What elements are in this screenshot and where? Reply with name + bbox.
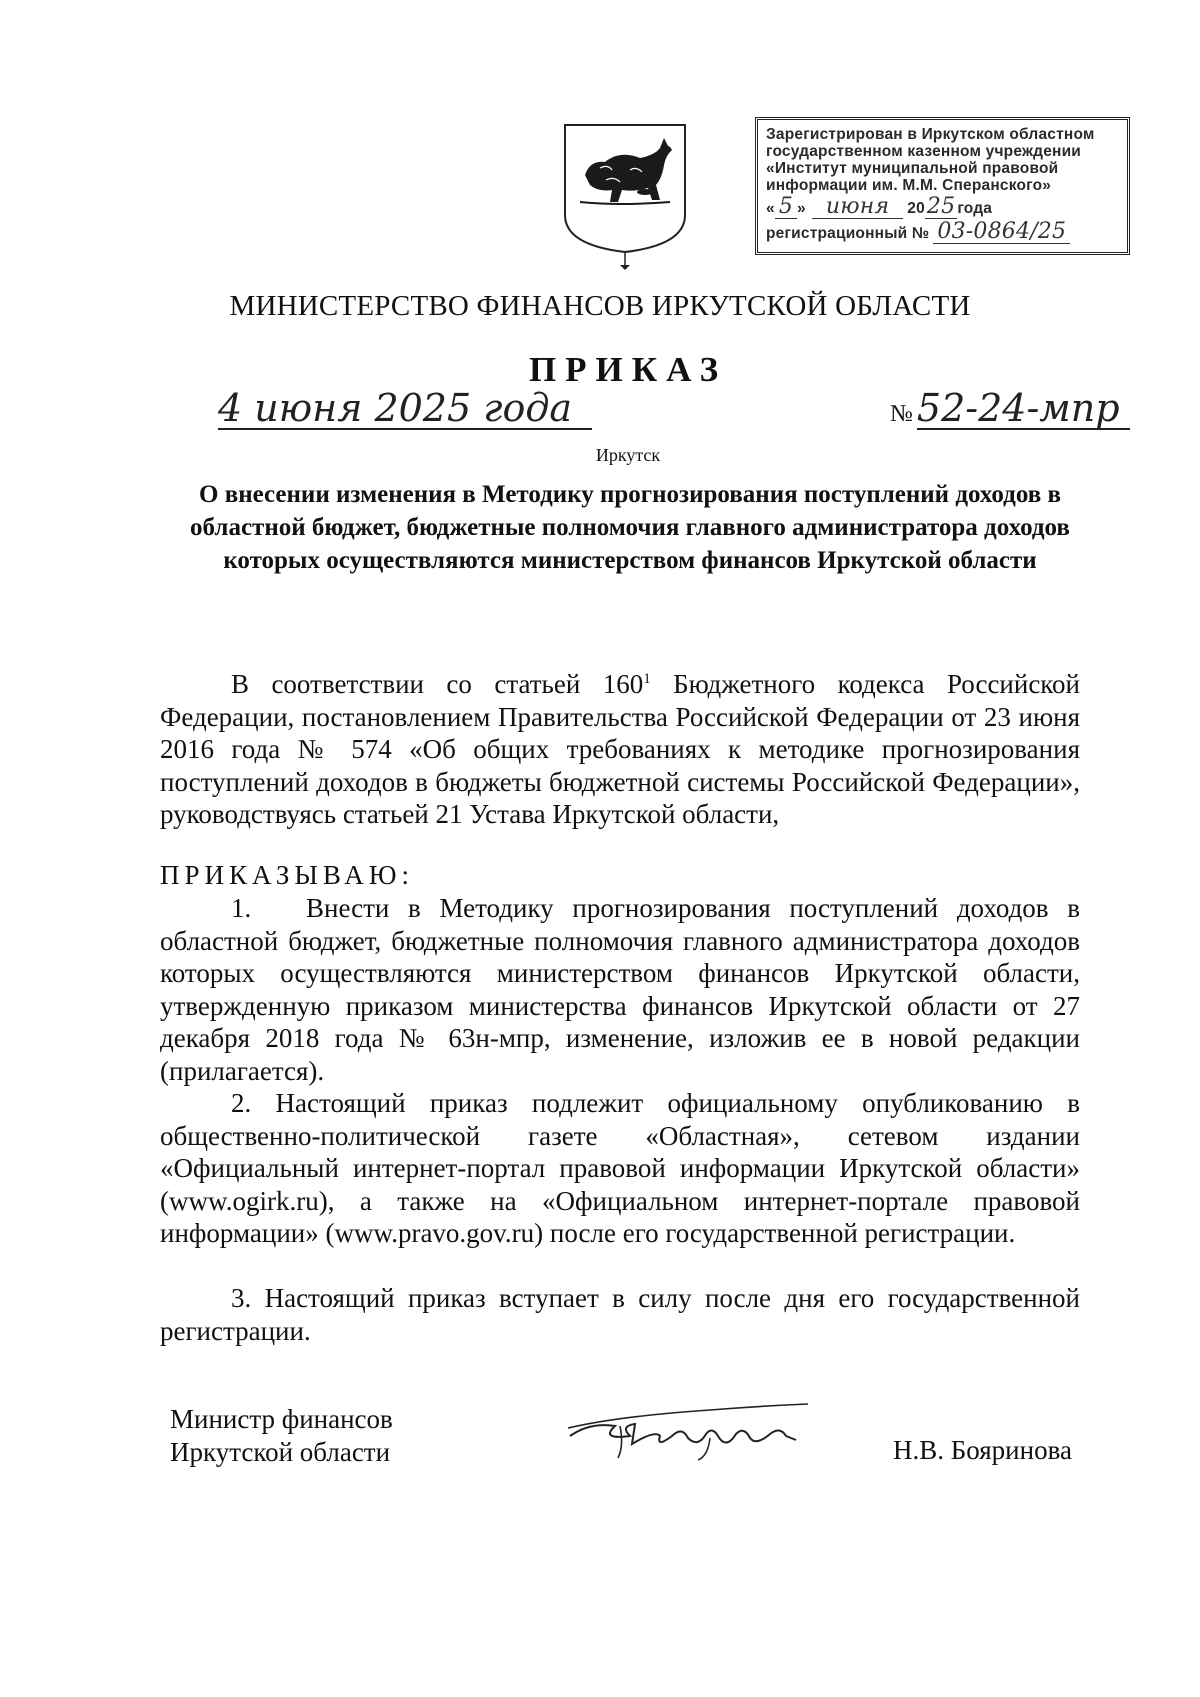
stamp-year-prefix: 20 [907, 200, 925, 217]
coat-of-arms-icon [560, 120, 690, 270]
order-item-2: 2. Настоящий приказ подлежит официальному опубликованию в общественно-политической газете «Областная», сетевом издании «Официальный интернет-портал правовой информации Иркутской области» (www.ogirk.ru), а также на «Официальном интернет-портале правовой информации» (www.pravo.gov.ru) после его государственной регистрации. [160, 1088, 1080, 1248]
stamp-line: «Институт муниципальной правовой [766, 160, 1059, 177]
order-number [890, 388, 1130, 430]
stamp-open-quote: « [766, 200, 775, 217]
order-item-3: 3. Настоящий приказ вступает в силу после дня его государственной регистрации. [160, 1283, 1080, 1346]
registration-stamp [755, 117, 1130, 255]
stamp-date-row [766, 196, 1119, 219]
stamp-line: Зарегистрирован в Иркутском областном [766, 126, 1095, 143]
city: Иркутск [595, 445, 661, 465]
preamble-text-start: В соответствии со статьей 160 [231, 669, 644, 699]
signatory-title-line: Министр финансов [170, 1404, 393, 1434]
preamble-paragraph [160, 663, 1080, 831]
signatory-title [170, 1403, 393, 1469]
document-title: ПРИКАЗ [528, 350, 728, 389]
stamp-line: государственном казенном учреждении [766, 143, 1082, 160]
stamp-line: информации им. М.М. Сперанского» [766, 177, 1052, 194]
orders-heading: ПРИКАЗЫВАЮ: [160, 860, 414, 890]
stamp-year-suffix: 25 [926, 194, 956, 219]
order-subject: О внесении изменения в Методику прогнозирования поступлений доходов в областной бюджет, бюджетные полномочия главного администратора доходов которых осуществляются министерством финансов Иркутской области [190, 481, 1070, 574]
stamp-month: июня [812, 196, 903, 219]
stamp-reg-label: регистрационный № [766, 225, 930, 242]
stamp-reg-row [766, 221, 1119, 244]
order-item-1 [160, 892, 1080, 1087]
order-date: 4 июня 2025 года [218, 388, 592, 430]
signatory-name: Н.В. Бояринова [893, 1435, 1072, 1465]
stamp-day: 5 [775, 196, 797, 219]
stamp-close-quote: » [797, 200, 806, 217]
handwritten-signature [560, 1396, 840, 1466]
ministry-name: МИНИСТЕРСТВО ФИНАНСОВ ИРКУТСКОЙ ОБЛАСТИ [229, 290, 971, 322]
signatory-title-line: Иркутской области [170, 1437, 391, 1467]
item-number: 1. [231, 893, 252, 923]
order-number-label: № [890, 401, 913, 427]
stamp-reg-number: 03-0864/25 [933, 221, 1070, 244]
order-number-value: 52-24-мпр [917, 388, 1130, 430]
stamp-year-word: года [957, 200, 993, 217]
preamble-text-end: Бюджетного кодекса Российской Федерации, постановлением Правительства Российской Федерации от 23 июня 2016 года № 574 «Об общих требованиях к методике прогнозирования поступлений доходов в бюджеты бюджетной системы Российской Федерации», руководствуясь статьей 21 Устава Иркутской области, [160, 669, 1081, 829]
article-superscript: 1 [643, 671, 651, 687]
item-text: Внести в Методику прогнозирования поступлений доходов в областной бюджет, бюджетные полномочия главного администратора доходов которых осуществляются министерством финансов Иркутской области, утвержденную приказом министерства финансов Иркутской области от 27 декабря 2018 года № 63н-мпр, изменение, изложив ее в новой редакции (прилагается). [160, 893, 1080, 1086]
